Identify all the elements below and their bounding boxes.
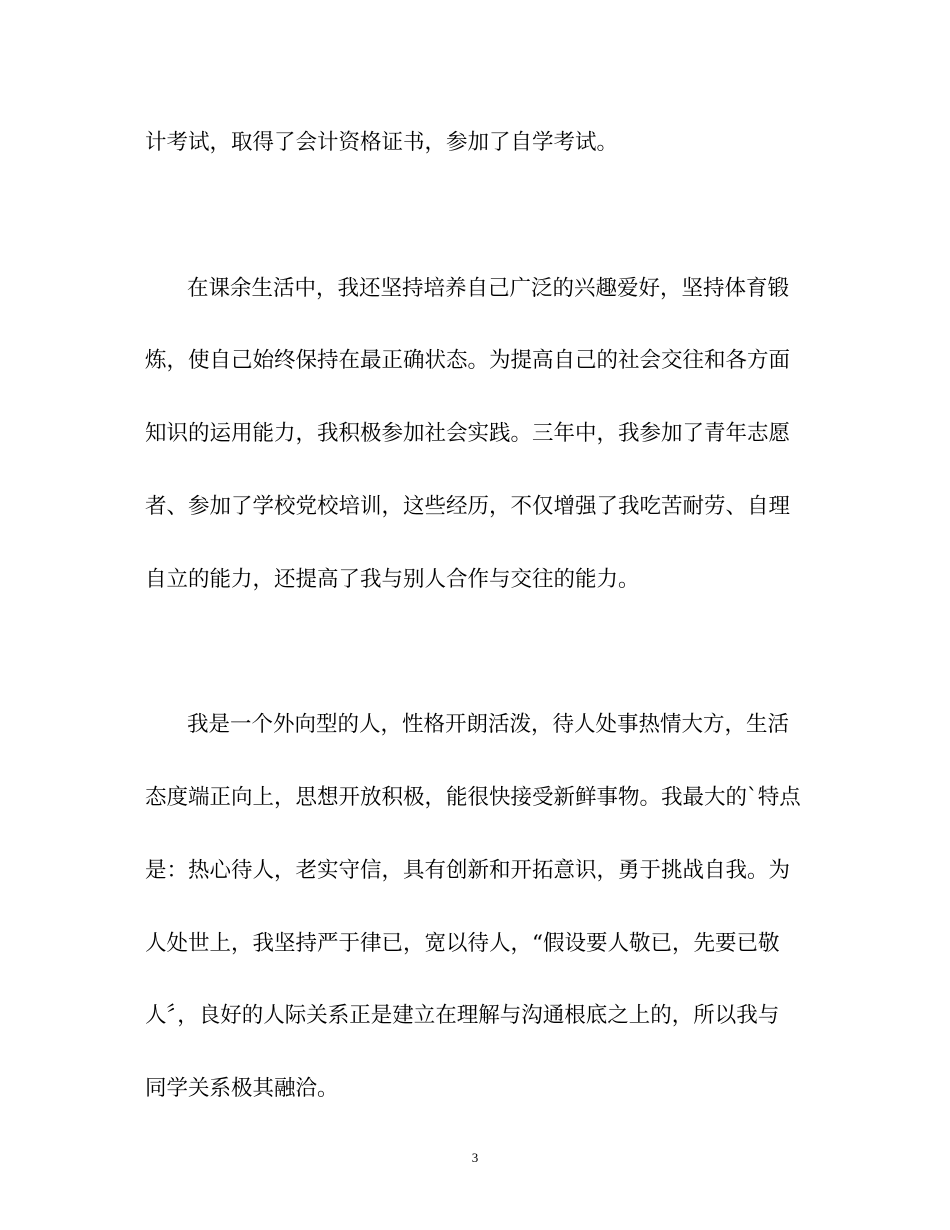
text-line: 知识的运用能力，我积极参加社会实践。三年中，我参加了青年志愿 [145, 421, 791, 446]
text-line: 者、参加了学校党校培训，这些经历，不仅增强了我吃苦耐劳、自理 [145, 494, 791, 519]
text-line: 人处世上，我坚持严于律已，宽以待人，“假设要人敬已，先要已敬 [145, 931, 780, 956]
page-number: 3 [471, 1150, 479, 1165]
text-line: 是：热心待人，老实守信，具有创新和开拓意识，勇于挑战自我。为 [145, 858, 791, 883]
text-line: 在课余生活中，我还坚持培养自己广泛的兴趣爱好，坚持体育锻 [187, 276, 790, 301]
text-line: 自立的能力，还提高了我与别人合作与交往的能力。 [145, 567, 640, 592]
text-line: 炼，使自己始终保持在最正确状态。为提高自己的社会交往和各方面 [145, 348, 791, 373]
text-line: 人〞，良好的人际关系正是建立在理解与沟通根底之上的，所以我与 [145, 1003, 780, 1028]
text-line: 同学关系极其融洽。 [145, 1076, 339, 1101]
text-line: 态度端正向上，思想开放积极，能很快接受新鲜事物。我最大的`特点 [145, 785, 801, 810]
text-line: 我是一个外向型的人，性格开朗活泼，待人处事热情大方，生活 [187, 712, 790, 737]
text-line: 计考试，取得了会计资格证书，参加了自学考试。 [145, 130, 619, 155]
